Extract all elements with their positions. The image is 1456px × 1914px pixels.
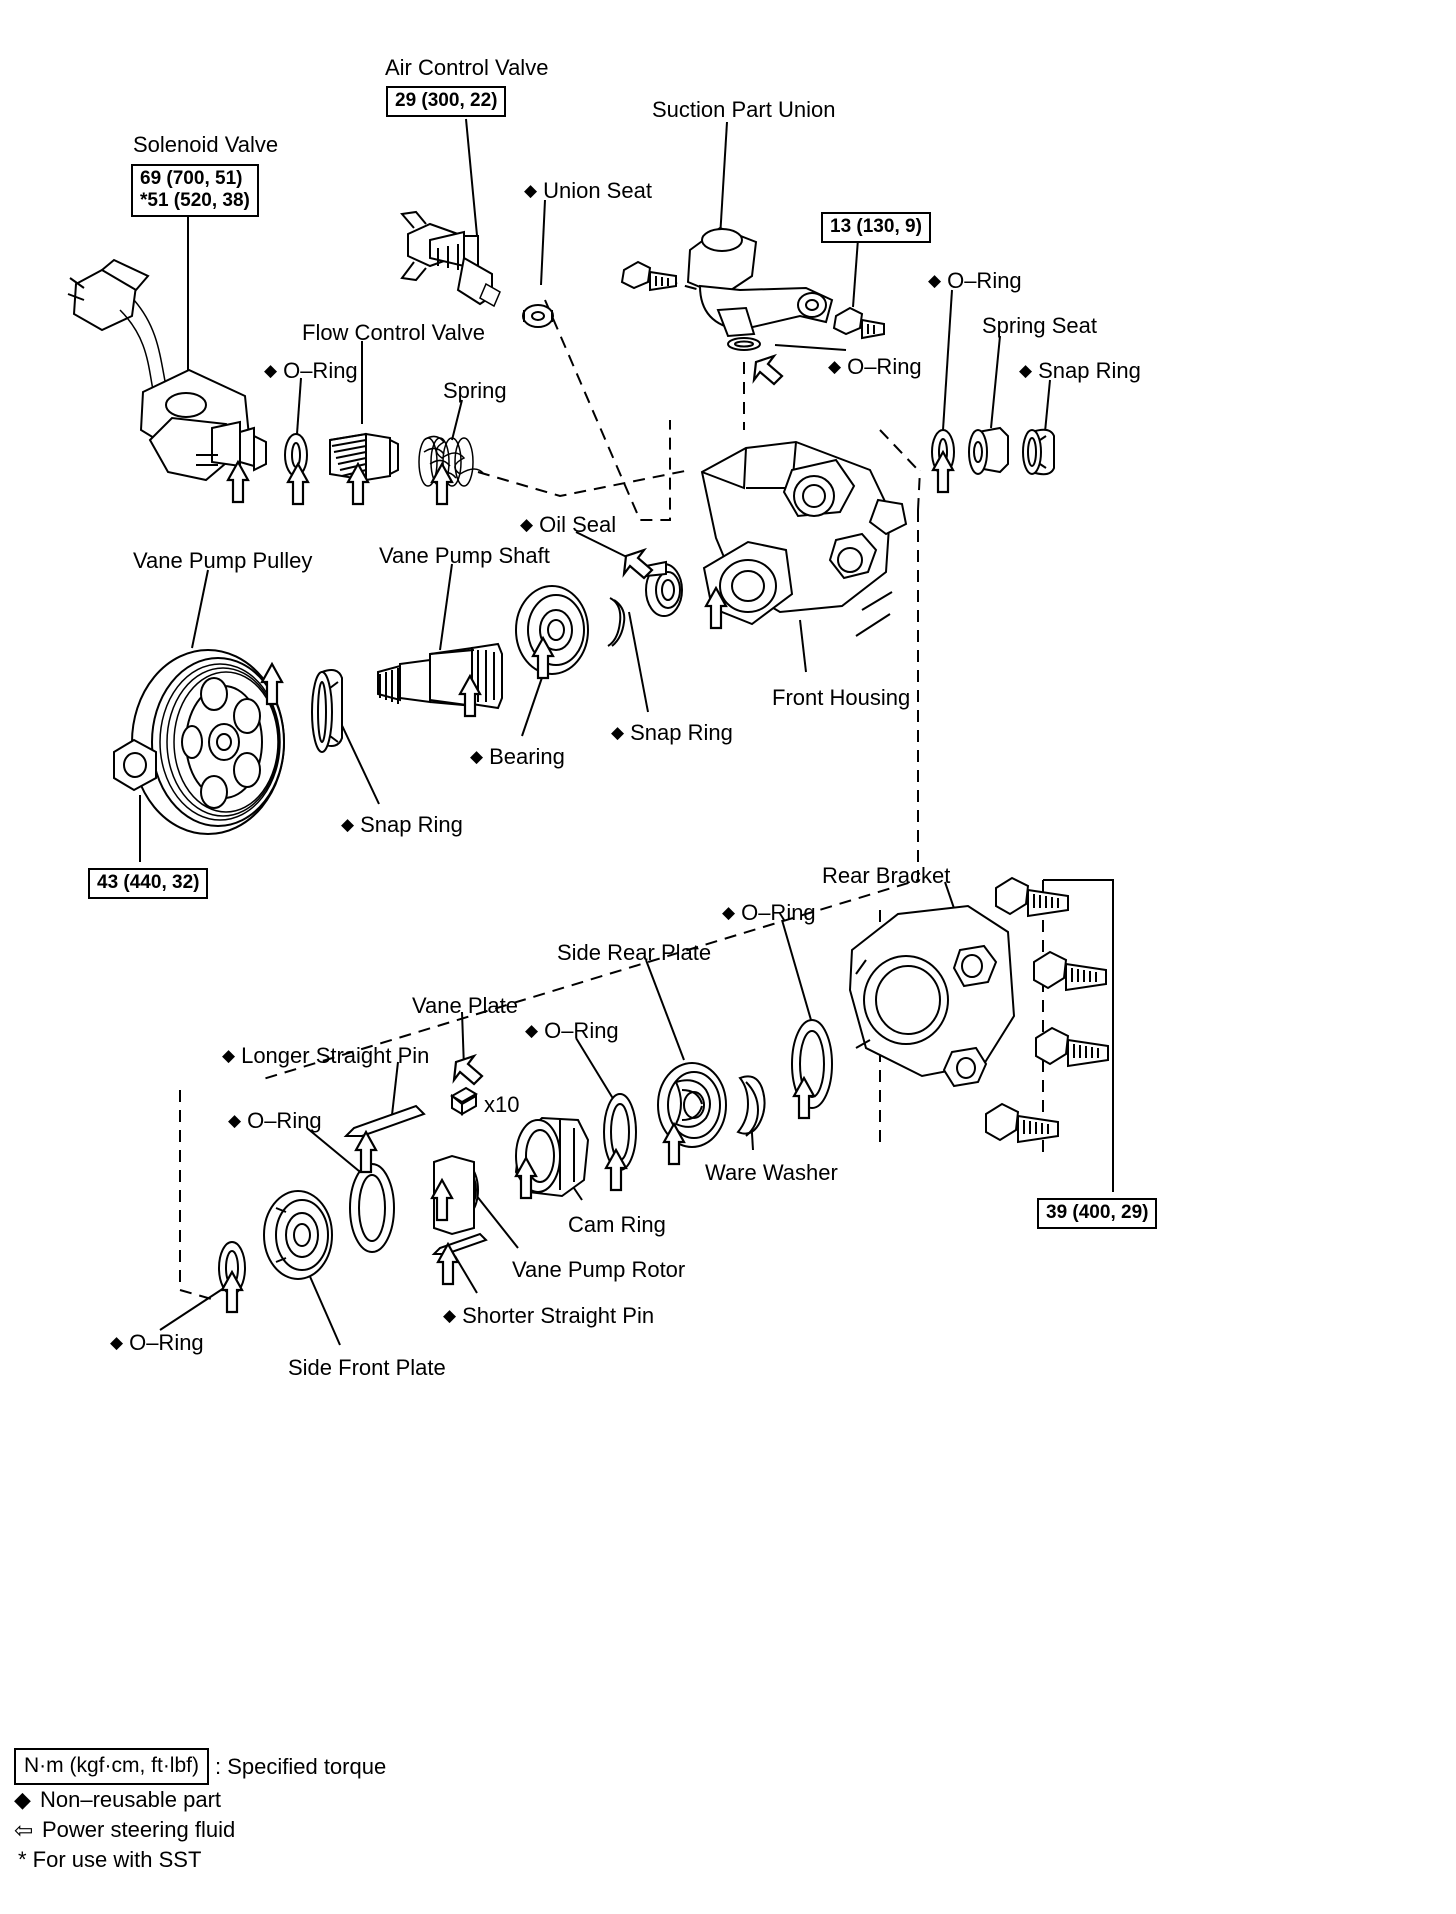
label-snap-ring-upper-right: ◆ Snap Ring xyxy=(1019,358,1141,386)
label-solenoid-valve: Solenoid Valve xyxy=(133,132,279,157)
label-bearing: ◆ Bearing xyxy=(470,744,565,772)
torque-line: 29 (300, 22) xyxy=(395,90,498,111)
torque-line: 43 (440, 32) xyxy=(97,872,200,893)
torque-line: *51 (520, 38) xyxy=(140,190,250,211)
torque-line: 69 (700, 51) xyxy=(140,168,243,189)
label-union-seat: ◆ Union Seat xyxy=(524,178,652,206)
legend-torque-text: : Specified torque xyxy=(214,1753,387,1779)
label-flow-control-valve: Flow Control Valve xyxy=(302,320,485,345)
label-cam-ring: Cam Ring xyxy=(568,1212,666,1237)
diamond-icon: ◆ xyxy=(14,1787,31,1812)
label-vane-pump-shaft: Vane Pump Shaft xyxy=(379,543,550,568)
label-o-ring-rear-bracket: ◆ O–Ring xyxy=(722,900,816,928)
label-longer-straight-pin: ◆ Longer Straight Pin xyxy=(222,1043,429,1071)
torque-suction-union xyxy=(821,212,931,243)
legend-fluid-row xyxy=(14,1815,386,1845)
label-vane-plate: Vane Plate xyxy=(412,993,519,1018)
label-front-housing: Front Housing xyxy=(772,685,911,710)
label-vane-pump-rotor: Vane Pump Rotor xyxy=(512,1257,686,1282)
label-side-front-plate: Side Front Plate xyxy=(288,1355,446,1380)
torque-rear-bracket xyxy=(1037,1198,1157,1229)
label-snap-ring-pulley: ◆ Snap Ring xyxy=(341,812,463,840)
label-rear-bracket: Rear Bracket xyxy=(822,863,951,888)
legend-torque-row xyxy=(14,1748,386,1785)
torque-line: 13 (130, 9) xyxy=(830,216,922,237)
label-shorter-straight-pin: ◆ Shorter Straight Pin xyxy=(443,1303,654,1331)
torque-line: 39 (400, 29) xyxy=(1046,1202,1149,1223)
label-o-ring-suction: ◆ O–Ring xyxy=(828,354,922,382)
torque-pulley-nut xyxy=(88,868,208,899)
label-snap-ring-oil-seal: ◆ Snap Ring xyxy=(611,720,733,748)
label-o-ring-side-rear: ◆ O–Ring xyxy=(525,1018,619,1046)
label-o-ring-upper-right: ◆ O–Ring xyxy=(928,268,1022,296)
label-ware-washer: Ware Washer xyxy=(705,1160,838,1185)
label-side-rear-plate: Side Rear Plate xyxy=(557,940,712,965)
label-o-ring-bottom-left: ◆ O–Ring xyxy=(110,1330,204,1358)
label-spring-seat: Spring Seat xyxy=(982,313,1097,338)
legend-sst-row xyxy=(14,1845,386,1875)
label-o-ring-left-lower: ◆ O–Ring xyxy=(228,1108,322,1136)
label-vane-plate-count: x10 xyxy=(484,1092,520,1117)
legend-sst-text: * For use with SST xyxy=(18,1847,202,1872)
label-air-control-valve: Air Control Valve xyxy=(385,55,549,80)
legend-non-reusable-row xyxy=(14,1785,386,1815)
label-oil-seal: ◆ Oil Seal xyxy=(520,512,616,540)
legend-fluid-text: Power steering fluid xyxy=(42,1817,236,1842)
legend xyxy=(14,1748,386,1875)
fluid-arrow-icon: ⇦ xyxy=(14,1817,34,1843)
label-suction-part-union: Suction Part Union xyxy=(652,97,836,122)
label-o-ring-flow: ◆ O–Ring xyxy=(264,358,358,386)
torque-solenoid xyxy=(131,164,259,217)
label-spring: Spring xyxy=(443,378,507,403)
legend-torque-box: N·m (kgf·cm, ft·lbf) xyxy=(14,1748,209,1785)
legend-non-reusable-text: Non–reusable part xyxy=(40,1787,222,1812)
torque-air-control-valve xyxy=(386,86,506,117)
label-vane-pump-pulley: Vane Pump Pulley xyxy=(133,548,313,573)
